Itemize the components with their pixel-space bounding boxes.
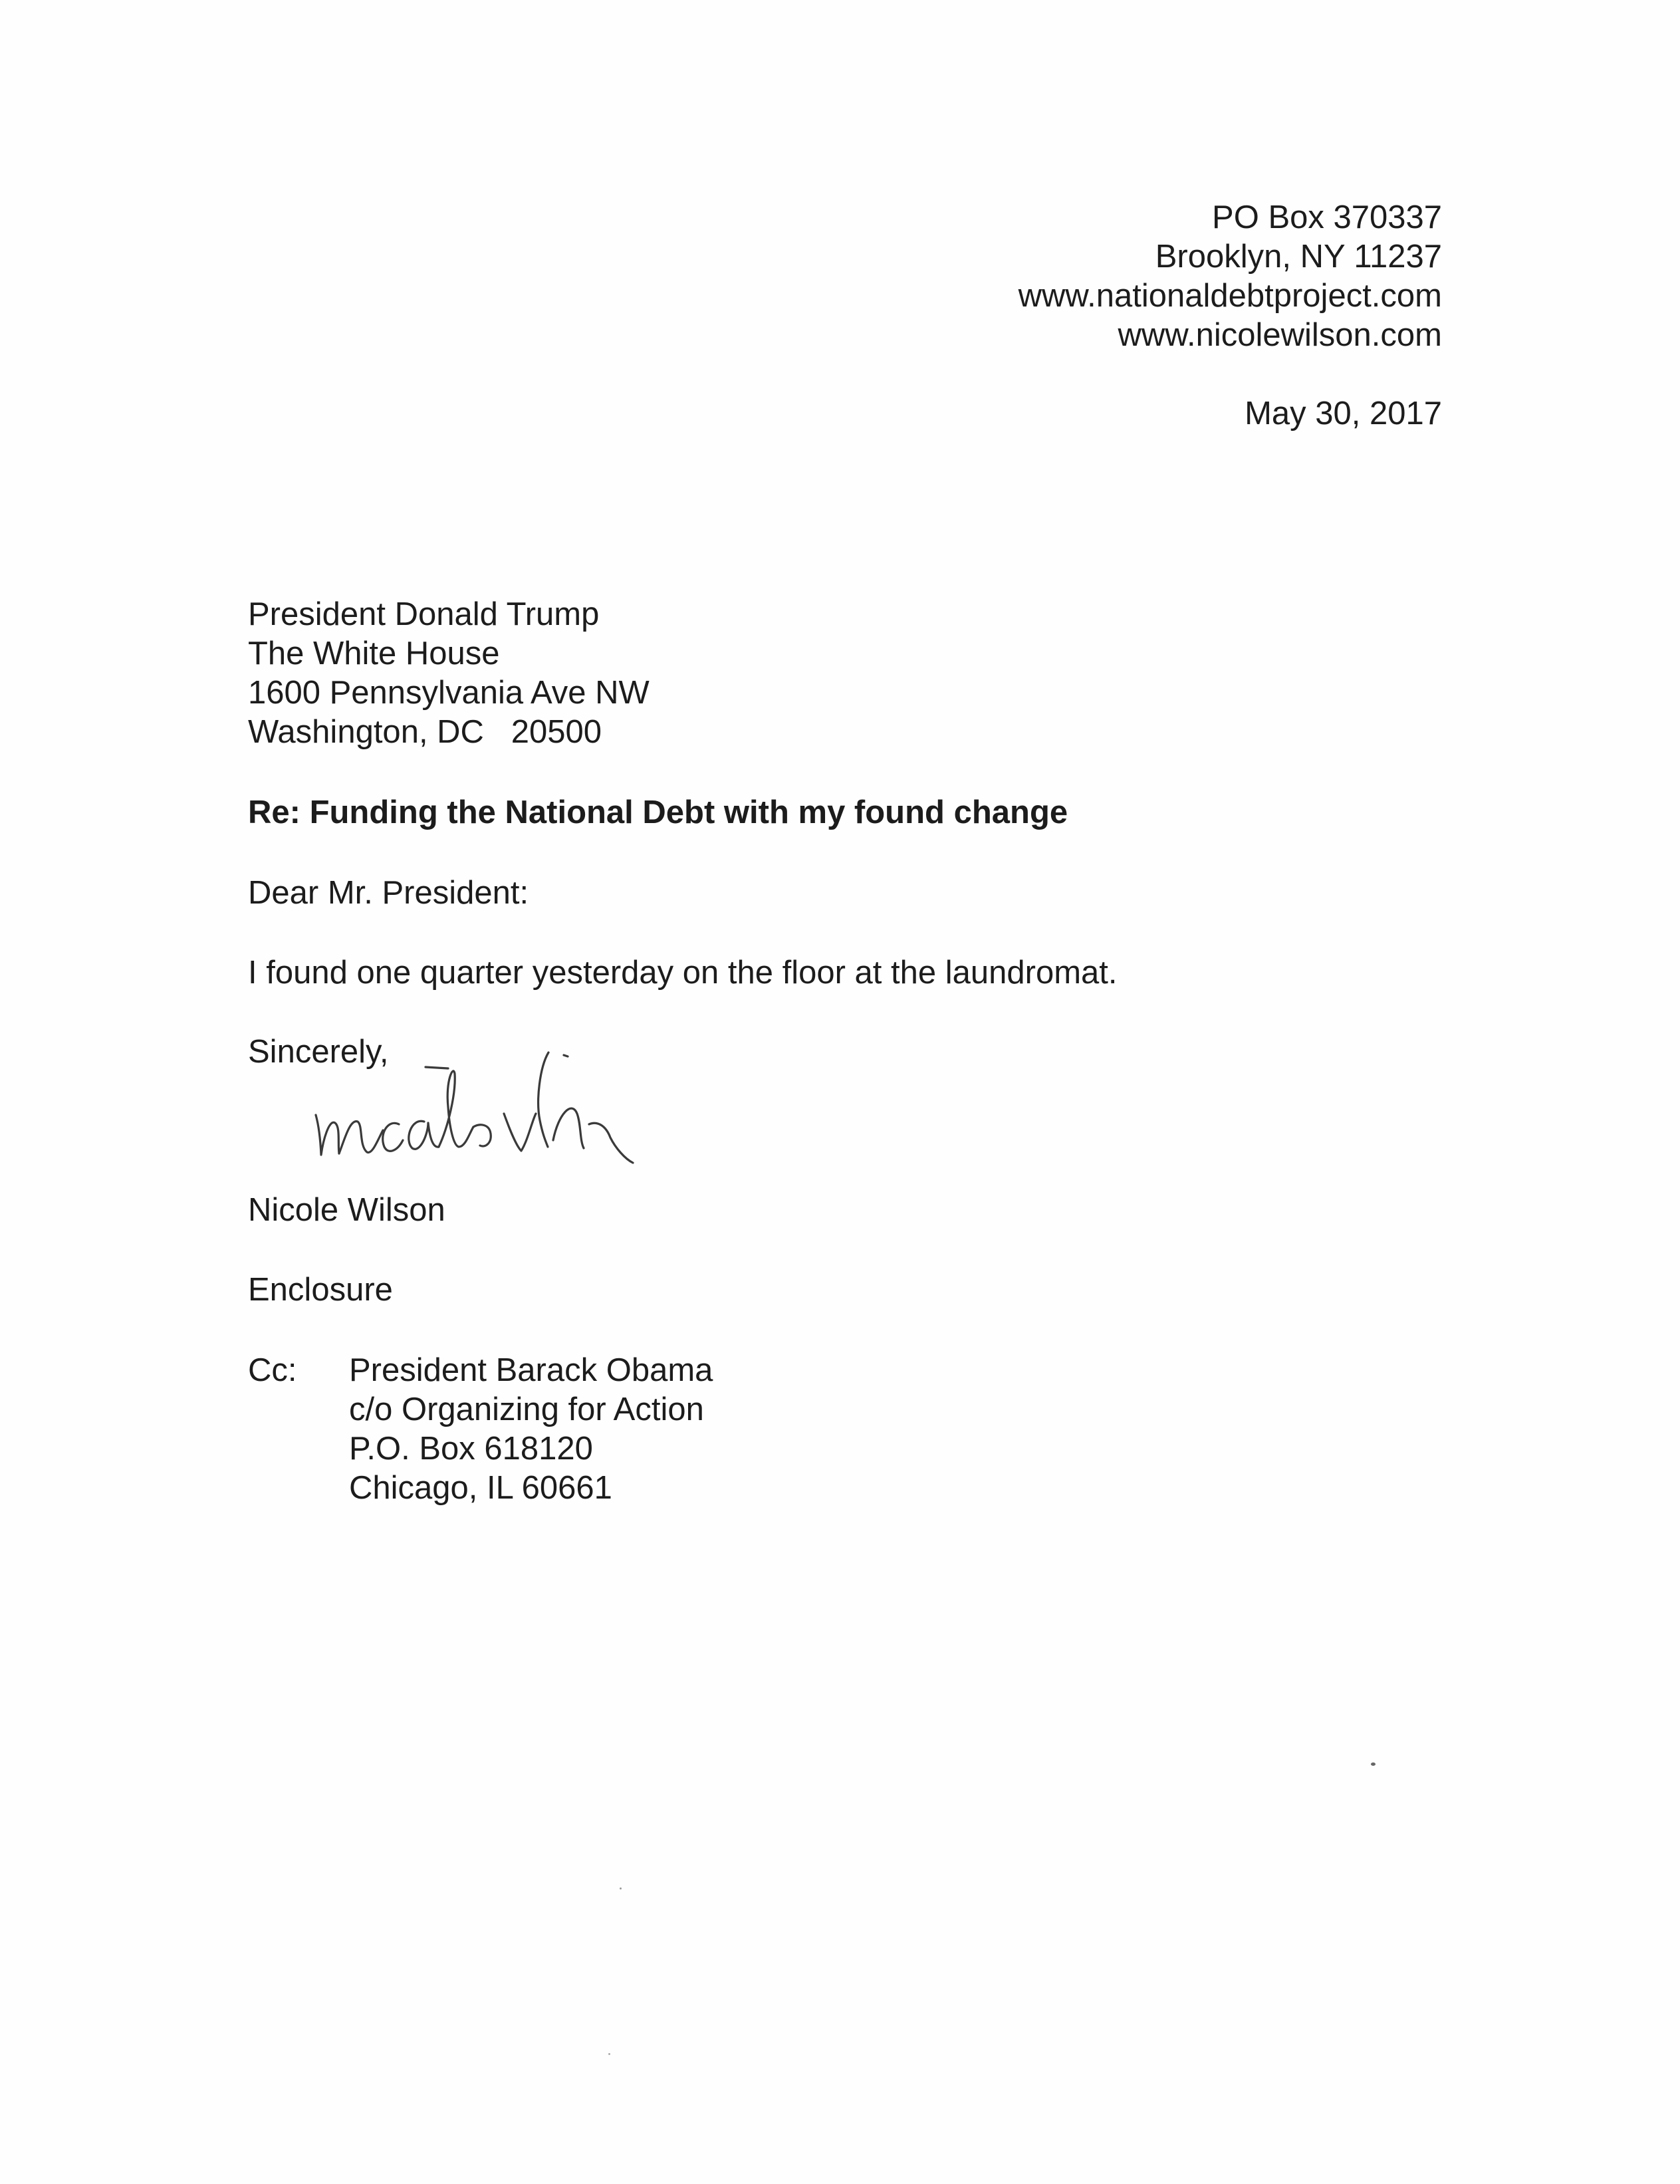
salutation: Dear Mr. President:: [248, 875, 529, 911]
sender-address-line2: Brooklyn, NY 11237: [1155, 239, 1442, 275]
cc-city-state-zip: Chicago, IL 60661: [349, 1470, 612, 1506]
recipient-city-state-zip: Washington, DC 20500: [248, 714, 602, 750]
cc-name: President Barack Obama: [349, 1352, 713, 1388]
cc-care-of: c/o Organizing for Action: [349, 1392, 704, 1427]
scan-speck: [608, 2053, 610, 2055]
recipient-street: 1600 Pennsylvania Ave NW: [248, 675, 650, 711]
recipient-name: President Donald Trump: [248, 596, 600, 632]
scan-speck: [1371, 1762, 1376, 1766]
handwritten-signature: [306, 1040, 731, 1173]
subject-line: Re: Funding the National Debt with my found change: [248, 794, 1068, 830]
letter-date: May 30, 2017: [1245, 396, 1442, 431]
cc-label: Cc:: [248, 1352, 297, 1388]
enclosure-notation: Enclosure: [248, 1272, 393, 1308]
letter-body: I found one quarter yesterday on the floor at the laundromat.: [248, 955, 1118, 991]
signer-name: Nicole Wilson: [248, 1192, 445, 1228]
cc-po-box: P.O. Box 618120: [349, 1431, 593, 1467]
sender-website-1: www.nationaldebtproject.com: [1018, 278, 1442, 314]
recipient-organization: The White House: [248, 636, 500, 671]
sender-address-line1: PO Box 370337: [1212, 199, 1442, 235]
sender-website-2: www.nicolewilson.com: [1118, 317, 1442, 353]
scan-speck: [620, 1887, 622, 1889]
closing: Sincerely,: [248, 1034, 389, 1070]
